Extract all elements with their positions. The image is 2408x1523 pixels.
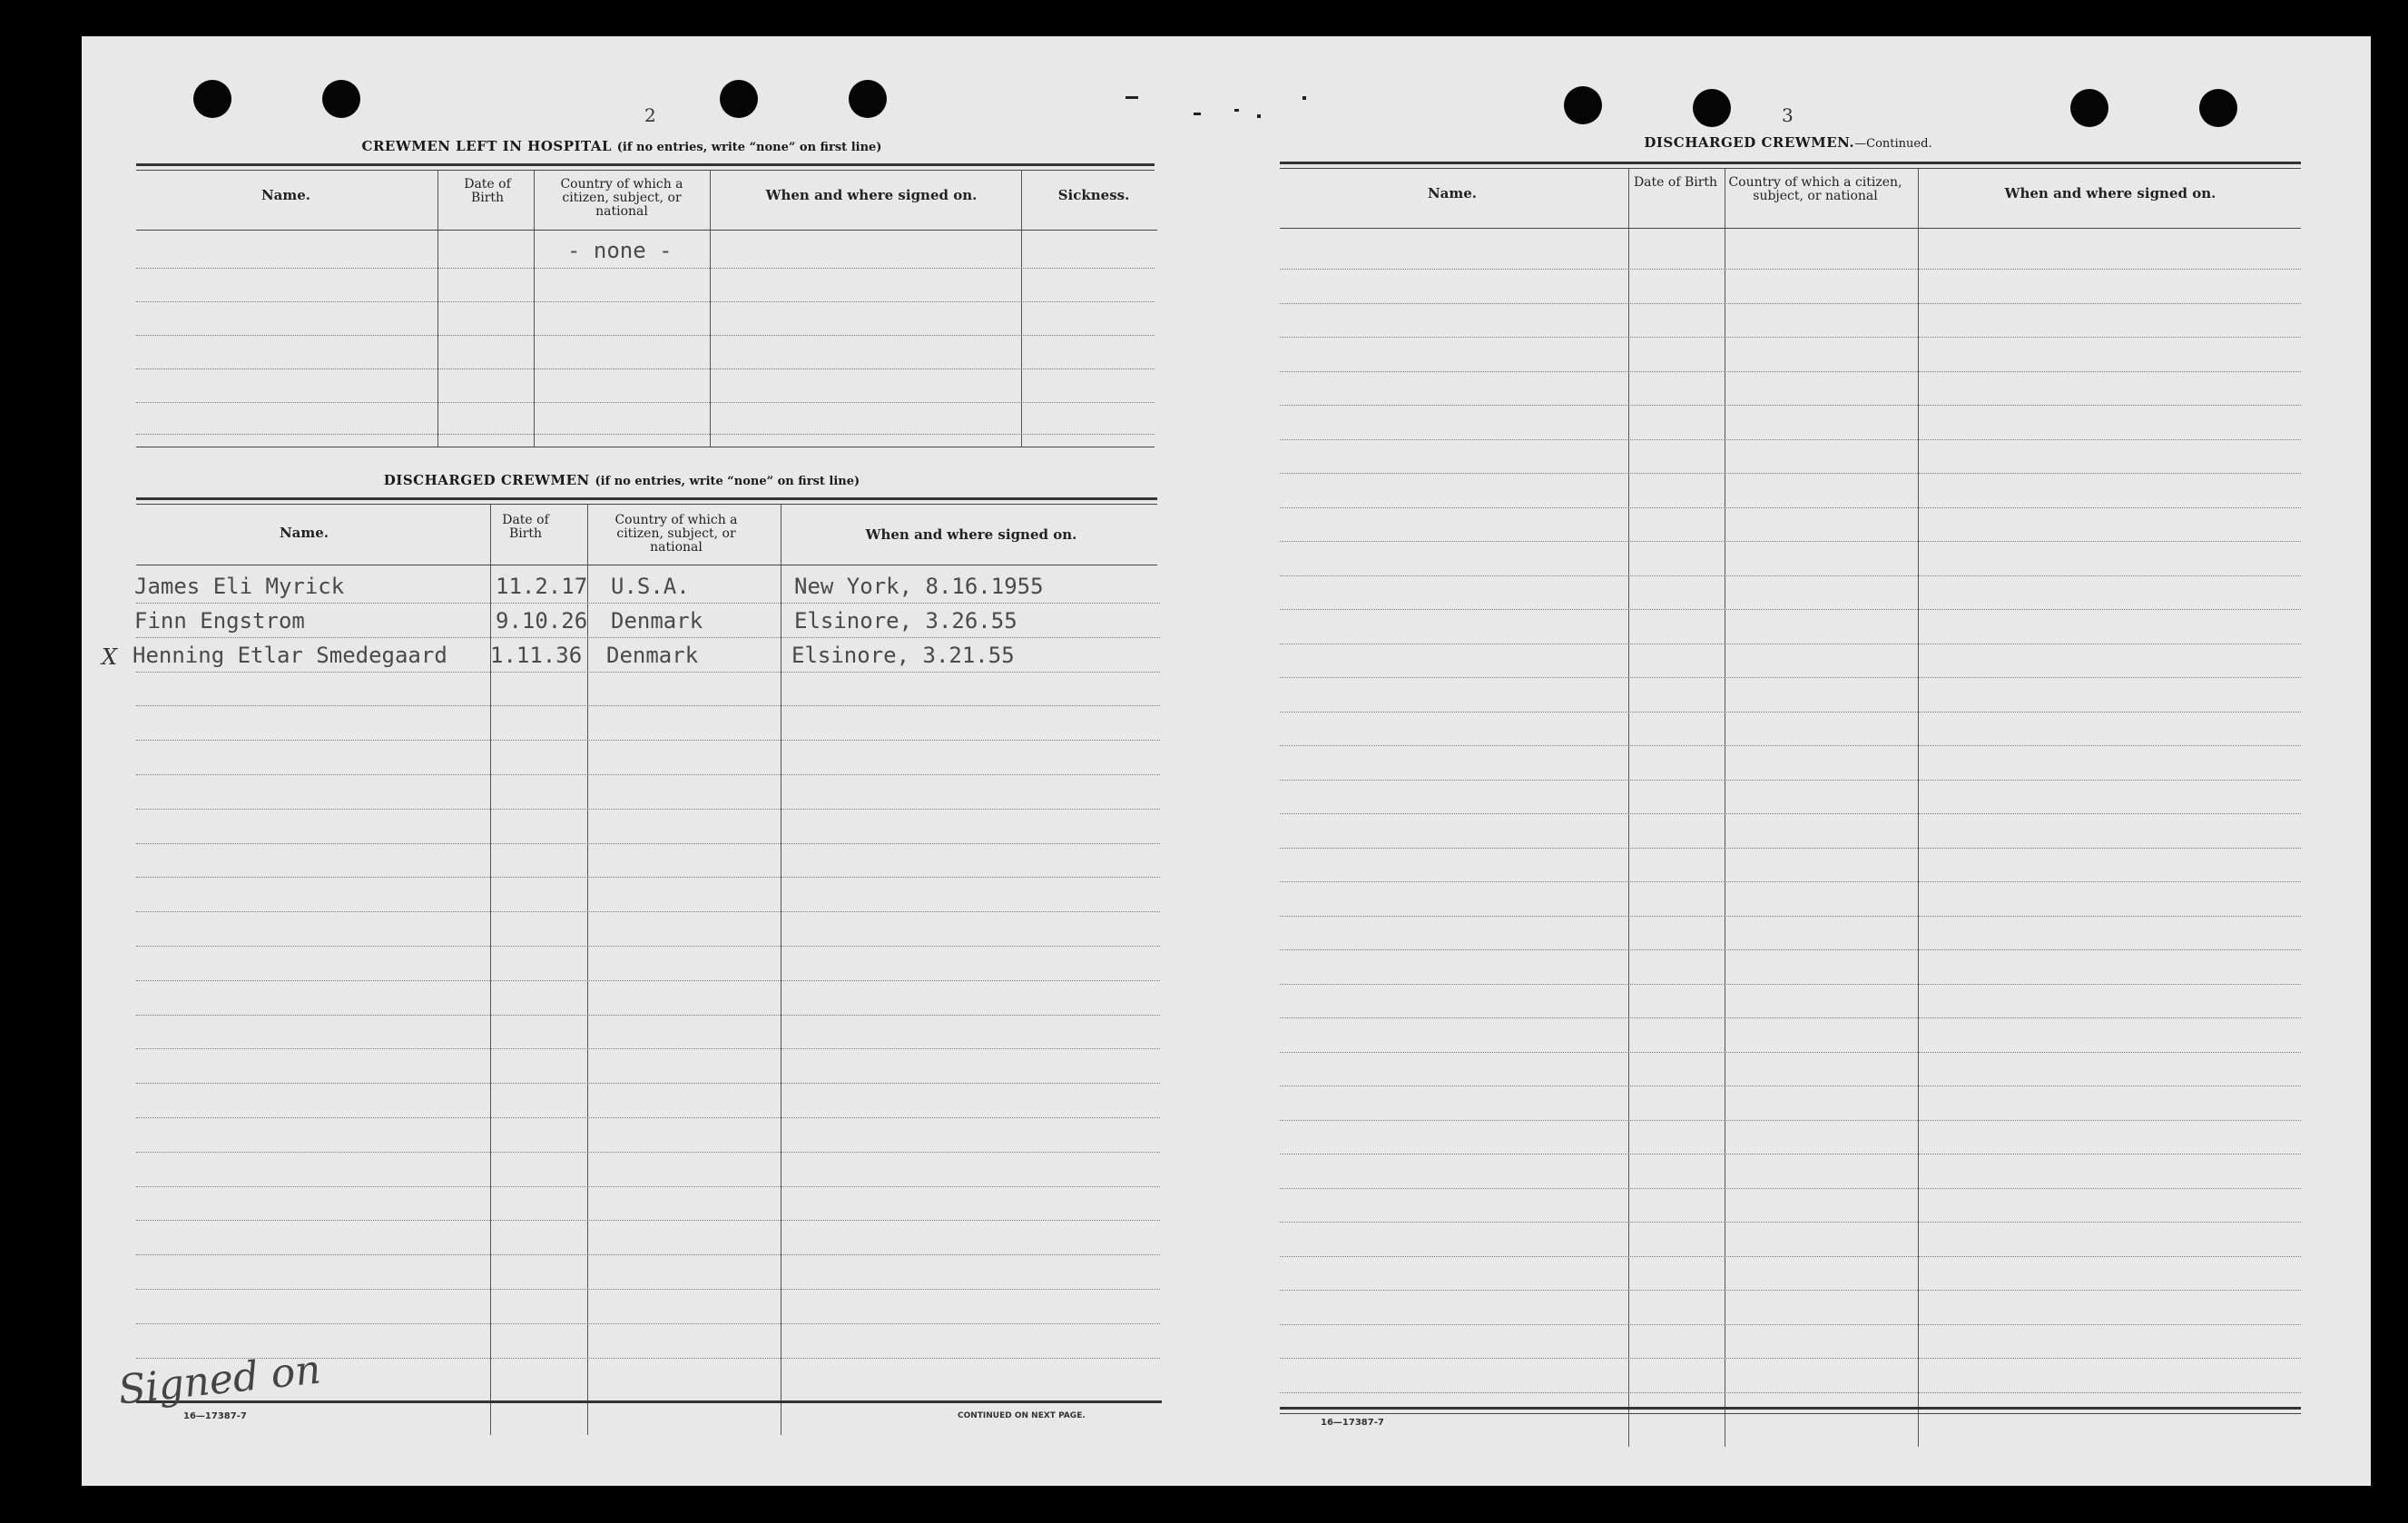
right-top-rule: [1280, 162, 2301, 164]
ruled-line: [1280, 541, 2301, 542]
discharged-row-2-dob: 9.10.26: [496, 608, 588, 634]
ruled-line: [1280, 813, 2301, 814]
ruled-line: [1280, 303, 2301, 304]
ruled-line: [136, 603, 1160, 604]
ruled-line: [1280, 507, 2301, 508]
ruled-line: [1280, 677, 2301, 678]
hospital-col-dob: Date of Birth: [464, 177, 511, 205]
ruled-line: [1280, 1120, 2301, 1121]
discharged-row-1-country: U.S.A.: [611, 574, 690, 599]
discharged-top-rule-2: [136, 504, 1157, 505]
speck: [1194, 113, 1201, 115]
ruled-line: [136, 1323, 1160, 1324]
ruled-line: [1280, 269, 2301, 270]
right-section-title: [1280, 134, 2296, 151]
speck: [1302, 96, 1306, 100]
discharged-row-2-name: Finn Engstrom: [134, 608, 305, 634]
hospital-row-line: [136, 402, 1155, 403]
discharged-row-3-signed: Elsinore, 3.21.55: [791, 643, 1015, 668]
right-col-country: Country of which a citizen, subject, or national: [1728, 175, 1902, 203]
hospital-top-rule: [136, 163, 1155, 166]
discharged-row-1-dob: 11.2.17: [496, 574, 588, 599]
ruled-line: [1280, 881, 2301, 882]
ruled-line: [136, 1186, 1160, 1187]
hospital-row-line: [136, 268, 1155, 269]
ruled-line: [136, 637, 1160, 638]
punch-hole: [1564, 86, 1602, 124]
document-sheet: [82, 36, 2371, 1486]
ruled-line: [1280, 949, 2301, 950]
hospital-top-rule-2: [136, 170, 1155, 171]
ruled-line: [1280, 609, 2301, 610]
discharged-instruction: (if no entries, write “none” on first line): [595, 475, 860, 488]
ruled-line: [136, 1152, 1160, 1153]
ruled-line: [1280, 1358, 2301, 1359]
ruled-line: [136, 672, 1160, 673]
punch-hole: [2199, 89, 2237, 127]
form-number-right: 16—17387-7: [1321, 1418, 1384, 1428]
ruled-line: [136, 774, 1160, 775]
right-top-rule-2: [1280, 168, 2301, 169]
right-bottom-rule: [1280, 1407, 2301, 1410]
ruled-line: [1280, 916, 2301, 917]
hospital-row-line: [136, 301, 1155, 302]
ruled-line: [1280, 473, 2301, 474]
hospital-row-line: [136, 335, 1155, 336]
hospital-divider: [437, 171, 438, 447]
ruled-line: [1280, 371, 2301, 372]
discharged-bottom-rule: [136, 1400, 1162, 1403]
discharged-row-1-name: James Eli Myrick: [134, 574, 345, 599]
form-number-left: 16—17387-7: [183, 1411, 247, 1421]
speck: [1125, 96, 1138, 99]
hospital-col-country: Country of which a citizen, subject, or national: [560, 177, 683, 219]
ruled-line: [136, 843, 1160, 844]
discharged-row-3-country: Denmark: [606, 643, 699, 668]
ruled-line: [1280, 848, 2301, 849]
ruled-line: [136, 1015, 1160, 1016]
ruled-line: [1280, 984, 2301, 985]
hospital-header-rule: [136, 230, 1157, 231]
hospital-row-line: [136, 368, 1155, 369]
ruled-line: [136, 946, 1160, 947]
discharged-row-3-mark: X: [102, 644, 118, 670]
ruled-line: [136, 1048, 1160, 1049]
ruled-line: [1280, 337, 2301, 338]
hospital-none-entry: - none -: [567, 238, 673, 263]
discharged-title: DISCHARGED CREWMEN: [383, 472, 590, 488]
hospital-instruction: (if no entries, write “none” on first line): [616, 141, 882, 154]
hospital-col-sickness: Sickness.: [1057, 187, 1130, 203]
ruled-line: [1280, 1052, 2301, 1053]
discharged-col-signed: When and where signed on.: [865, 526, 1077, 543]
hospital-divider: [534, 171, 535, 447]
ruled-line: [1280, 1324, 2301, 1325]
ruled-line: [136, 980, 1160, 981]
speck: [1257, 114, 1261, 118]
ruled-line: [136, 740, 1160, 741]
right-title: DISCHARGED CREWMEN.: [1644, 134, 1855, 151]
right-bottom-rule-2: [1280, 1413, 2301, 1414]
right-col-dob: Date of Birth: [1633, 175, 1718, 190]
hospital-col-name: Name.: [260, 187, 311, 203]
right-title-suffix: —Continued.: [1854, 137, 1932, 151]
ruled-line: [1280, 1222, 2301, 1223]
speck: [1234, 109, 1239, 112]
ruled-line: [136, 705, 1160, 706]
discharged-divider: [587, 505, 588, 1435]
ruled-line: [136, 1220, 1160, 1221]
hospital-title: CREWMEN LEFT IN HOSPITAL: [361, 138, 613, 154]
hospital-section-title: [136, 138, 1107, 154]
right-col-signed: When and where signed on.: [2004, 185, 2216, 201]
discharged-row-2-signed: Elsinore, 3.26.55: [794, 608, 1017, 634]
ruled-line: [1280, 1392, 2301, 1393]
hospital-divider: [1021, 171, 1022, 447]
ruled-line: [1280, 1154, 2301, 1155]
discharged-row-3-name: Henning Etlar Smedegaard: [133, 643, 447, 668]
punch-hole: [1693, 89, 1731, 127]
discharged-col-name: Name.: [279, 525, 329, 541]
ruled-line: [136, 911, 1160, 912]
ruled-line: [1280, 1290, 2301, 1291]
discharged-col-country: Country of which a citizen, subject, or national: [614, 513, 738, 555]
hospital-divider: [710, 171, 711, 447]
discharged-row-1-signed: New York, 8.16.1955: [794, 574, 1044, 599]
punch-hole: [720, 80, 758, 118]
right-header-rule: [1280, 228, 2301, 229]
ruled-line: [1280, 439, 2301, 440]
ruled-line: [136, 809, 1160, 810]
discharged-top-rule: [136, 497, 1157, 500]
discharged-col-dob: Date of Birth: [502, 513, 549, 541]
ruled-line: [1280, 745, 2301, 746]
punch-hole: [849, 80, 887, 118]
ruled-line: [1280, 780, 2301, 781]
continued-note: CONTINUED ON NEXT PAGE.: [958, 1411, 1086, 1420]
discharged-section-title: [136, 472, 1107, 488]
handwritten-note: [116, 1346, 323, 1413]
discharged-row-2-country: Denmark: [611, 608, 703, 634]
ruled-line: [1280, 1188, 2301, 1189]
ruled-line: [1280, 405, 2301, 406]
handwritten-note-text: Signed on: [115, 1346, 323, 1414]
ruled-line: [136, 877, 1160, 878]
ruled-line: [1280, 1017, 2301, 1018]
hospital-row-line: [136, 434, 1155, 435]
punch-hole: [193, 80, 231, 118]
page-number: 3: [1782, 104, 1794, 126]
punch-hole: [322, 80, 360, 118]
hospital-col-signed: When and where signed on.: [765, 187, 978, 203]
right-col-name: Name.: [1427, 185, 1478, 201]
ruled-line: [136, 1289, 1160, 1290]
ruled-line: [1280, 1256, 2301, 1257]
ruled-line: [136, 1254, 1160, 1255]
page-number: 2: [644, 104, 656, 126]
discharged-row-3-dob: 1.11.36: [490, 643, 583, 668]
ruled-line: [136, 1117, 1160, 1118]
ruled-line: [1280, 575, 2301, 576]
ruled-line: [136, 1083, 1160, 1084]
punch-hole: [2070, 89, 2108, 127]
